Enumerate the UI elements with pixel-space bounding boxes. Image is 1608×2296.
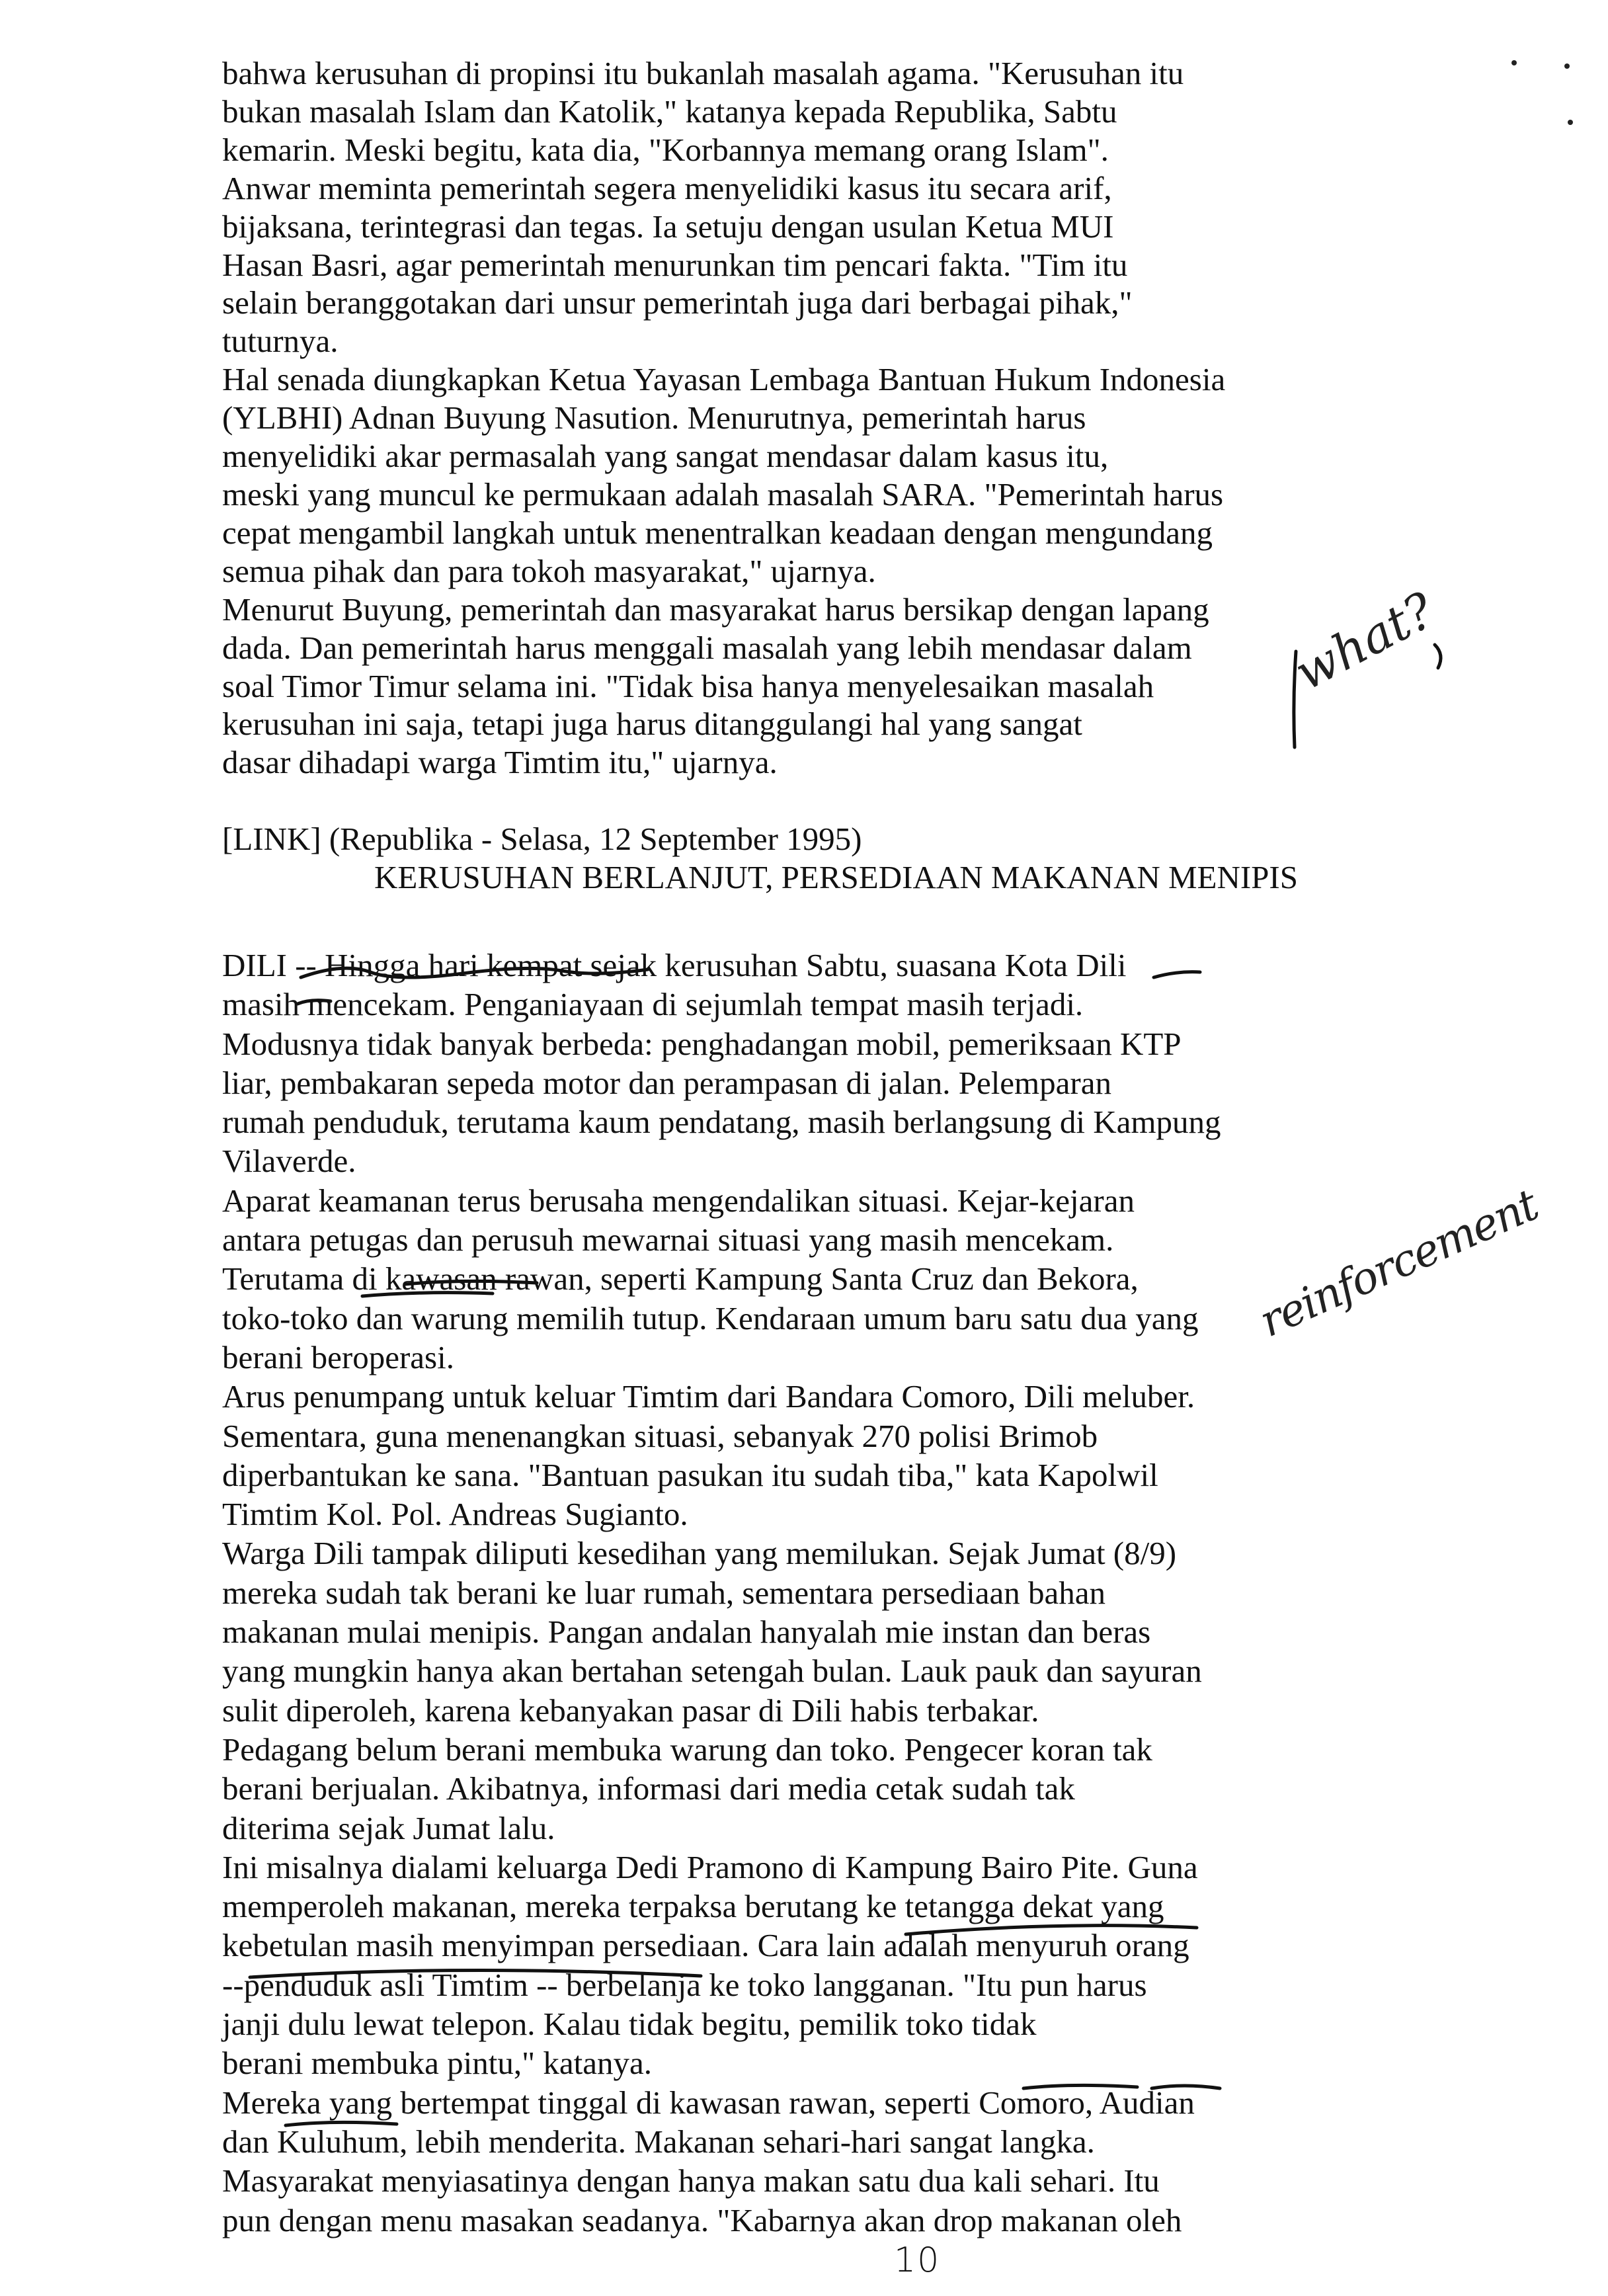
text-line: liar, pembakaran sepeda motor dan perampasan di jalan. Pelemparan [222, 1064, 1111, 1101]
text-line: Hal senada diungkapkan Ketua Yayasan Lembaga Bantuan Hukum Indonesia [222, 361, 1226, 398]
text-line: Mereka yang bertempat tinggal di kawasan rawan, seperti Comoro, Audian [222, 2084, 1195, 2121]
text-line: dan Kuluhum, lebih menderita. Makanan sehari-hari sangat langka. [222, 2123, 1095, 2160]
speck [1511, 60, 1517, 65]
text-line: Pedagang belum berani membuka warung dan toko. Pengecer koran tak [222, 1731, 1152, 1768]
text-line: Aparat keamanan terus berusaha mengendalikan situasi. Kejar-kejaran [222, 1182, 1135, 1219]
text-line: meski yang muncul ke permukaan adalah masalah SARA. "Pemerintah harus [222, 475, 1224, 512]
text-line: tuturnya. [222, 323, 339, 360]
text-line: makanan mulai menipis. Pangan andalan hanyalah mie instan dan beras [222, 1614, 1151, 1651]
text-line: Masyarakat menyiasatinya dengan hanya makan satu dua kali sehari. Itu [222, 2162, 1160, 2199]
handwritten-note-what: what? [1285, 581, 1444, 702]
text-line: Menurut Buyung, pemerintah dan masyarakat harus bersikap dengan lapang [222, 591, 1209, 628]
text-line: dasar dihadapi warga Timtim itu," ujarnya. [222, 744, 778, 781]
question-stroke [1435, 645, 1441, 668]
text-line: yang mungkin hanya akan bertahan setengah bulan. Lauk pauk dan sayuran [222, 1653, 1202, 1690]
text-line: Anwar meminta pemerintah segera menyelidiki kasus itu secara arif, [222, 169, 1112, 206]
source-line: [LINK] (Republika - Selasa, 12 September 1995) [222, 821, 862, 858]
page-number: 10 [894, 2240, 941, 2280]
text-line: masih mencekam. Penganiayaan di sejumlah tempat masih terjadi. [222, 986, 1084, 1023]
text-line: kebetulan masih menyimpan persediaan. Cara lain adalah menyuruh orang [222, 1927, 1189, 1964]
text-line: Vilaverde. [222, 1143, 356, 1180]
text-line: selain beranggotakan dari unsur pemerintah juga dari berbagai pihak," [222, 284, 1133, 321]
text-line: berani beroperasi. [222, 1338, 454, 1375]
text-line: dada. Dan pemerintah harus menggali masalah yang lebih mendasar dalam [222, 629, 1192, 666]
text-line: Sementara, guna menenangkan situasi, sebanyak 270 polisi Brimob [222, 1417, 1098, 1454]
text-line: diterima sejak Jumat lalu. [222, 1809, 555, 1846]
text-line: berani membuka pintu," katanya. [222, 2045, 652, 2082]
text-line: diperbantukan ke sana. "Bantuan pasukan itu sudah tiba," kata Kapolwil [222, 1456, 1158, 1493]
text-line: kemarin. Meski begitu, kata dia, "Korbannya memang orang Islam". [222, 131, 1109, 168]
article-continuation [222, 54, 1298, 897]
handwritten-note-reinforcement: reinforcement [1252, 1179, 1545, 1347]
text-line: bahwa kerusuhan di propinsi itu bukanlah masalah agama. "Kerusuhan itu [222, 55, 1184, 91]
text-line: semua pihak dan para tokoh masyarakat," ujarnya. [222, 552, 876, 589]
text-line: bijaksana, terintegrasi dan tegas. Ia setuju dengan usulan Ketua MUI [222, 208, 1114, 245]
speck [1564, 63, 1570, 69]
text-line: toko-toko dan warung memilih tutup. Kendaraan umum baru satu dua yang [222, 1299, 1199, 1336]
text-line: Ini misalnya dialami keluarga Dedi Pramono di Kampung Bairo Pite. Guna [222, 1848, 1198, 1885]
text-line: sulit diperoleh, karena kebanyakan pasar di Dili habis terbakar. [222, 1692, 1039, 1729]
text-line: Arus penumpang untuk keluar Timtim dari Bandara Comoro, Dili meluber. [222, 1378, 1195, 1415]
speck [1568, 120, 1573, 125]
article-body [222, 946, 1221, 2240]
text-line: pun dengan menu masakan seadanya. "Kabarnya akan drop makanan oleh [222, 2201, 1182, 2238]
text-line: soal Timor Timur selama ini. "Tidak bisa hanya menyelesaikan masalah [222, 667, 1154, 704]
text-line: --penduduk asli Timtim -- berbelanja ke toko langganan. "Itu pun harus [222, 1966, 1147, 2003]
text-line: bukan masalah Islam dan Katolik," katanya kepada Republika, Sabtu [222, 93, 1117, 130]
text-line: menyelidiki akar permasalah yang sangat mendasar dalam kasus itu, [222, 438, 1109, 475]
text-line: janji dulu lewat telepon. Kalau tidak begitu, pemilik toko tidak [222, 2006, 1037, 2043]
text-line: berani berjualan. Akibatnya, informasi dari media cetak sudah tak [222, 1770, 1075, 1807]
text-line: Hasan Basri, agar pemerintah menurunkan tim pencari fakta. "Tim itu [222, 246, 1128, 283]
text-line: kerusuhan ini saja, tetapi juga harus ditanggulangi hal yang sangat [222, 706, 1082, 743]
text-line: memperoleh makanan, mereka terpaksa berutang ke tetangga dekat yang [222, 1888, 1164, 1925]
text-line: mereka sudah tak berani ke luar rumah, sementara persediaan bahan [222, 1574, 1106, 1611]
text-line: cepat mengambil langkah untuk menentralkan keadaan dengan mengundang [222, 514, 1213, 551]
text-line: Terutama di kawasan rawan, seperti Kampung Santa Cruz dan Bekora, [222, 1260, 1139, 1297]
text-line: rumah penduduk, terutama kaum pendatang, masih berlangsung di Kampung [222, 1104, 1221, 1141]
text-line: Modusnya tidak banyak berbeda: penghadangan mobil, pemeriksaan KTP [222, 1025, 1182, 1062]
text-line: Timtim Kol. Pol. Andreas Sugianto. [222, 1496, 688, 1533]
headline: KERUSUHAN BERLANJUT, PERSEDIAAN MAKANAN MENIPIS [374, 859, 1299, 896]
blank-line [222, 782, 1298, 820]
text-line: (YLBHI) Adnan Buyung Nasution. Menurutnya, pemerintah harus [222, 399, 1086, 436]
text-line: antara petugas dan perusuh mewarnai situasi yang masih mencekam. [222, 1221, 1114, 1258]
text-line: Warga Dili tampak diliputi kesedihan yang memilukan. Sejak Jumat (8/9) [222, 1535, 1177, 1572]
text-line: DILI -- Hingga hari kempat sejak kerusuhan Sabtu, suasana Kota Dili [222, 947, 1127, 983]
